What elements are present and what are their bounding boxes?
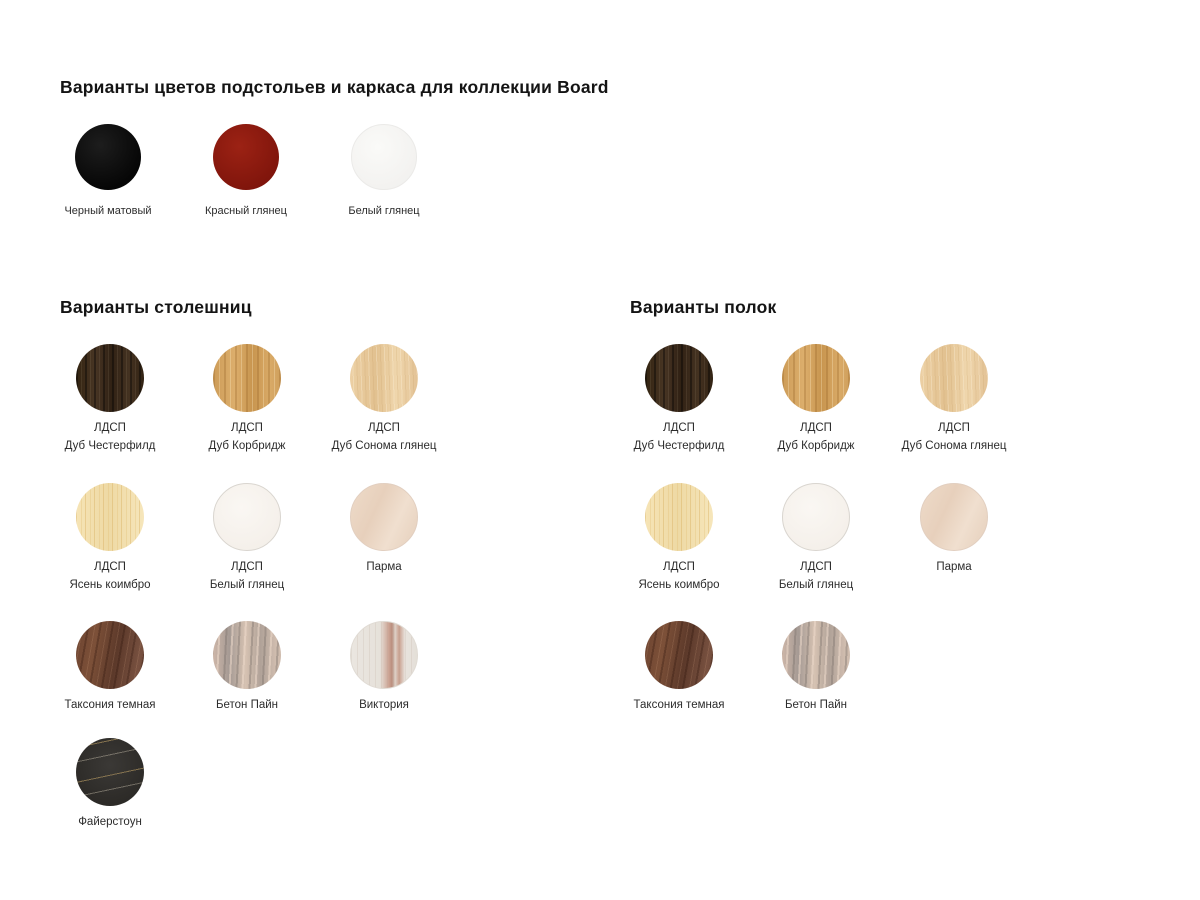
swatch-cell — [746, 344, 886, 454]
swatch-label: ЛДСП — [94, 422, 126, 434]
swatch-cell — [177, 483, 317, 593]
swatch-label: Белый глянец — [348, 205, 420, 217]
swatch-cell — [40, 344, 180, 454]
swatch-red-gloss — [213, 124, 279, 190]
swatch-white-gloss-ldsp — [782, 483, 850, 551]
swatch-cell — [38, 124, 178, 219]
frame-colors-title: Варианты цветов подстольев и каркаса для коллекции Board — [60, 77, 609, 97]
swatch-label: ЛДСП — [663, 561, 695, 573]
swatch-victoria — [350, 621, 418, 689]
swatch-oak-sonoma — [920, 344, 988, 412]
swatch-label: ЛДСП — [663, 422, 695, 434]
swatch-concrete-pine — [213, 621, 281, 689]
swatch-white-gloss — [351, 124, 417, 190]
swatch-cell — [314, 124, 454, 219]
swatch-sublabel: Белый глянец — [209, 578, 285, 591]
swatch-oak-sonoma — [350, 344, 418, 412]
swatch-label: Таксония темная — [64, 699, 156, 711]
swatch-cell — [884, 483, 1024, 576]
swatch-label: Парма — [936, 561, 972, 573]
swatch-black-matte — [75, 124, 141, 190]
swatch-sublabel: Дуб Сонома глянец — [331, 439, 437, 452]
swatch-cell — [314, 483, 454, 576]
swatch-label: ЛДСП — [231, 422, 263, 434]
swatch-label: Таксония темная — [633, 699, 725, 711]
swatch-sublabel: Дуб Честерфилд — [633, 439, 725, 452]
swatch-parma — [350, 483, 418, 551]
swatch-label: ЛДСП — [94, 561, 126, 573]
swatch-concrete-pine — [782, 621, 850, 689]
swatch-label: Бетон Пайн — [784, 699, 848, 711]
swatch-label: Бетон Пайн — [215, 699, 279, 711]
swatch-cell — [40, 483, 180, 593]
swatch-sublabel: Дуб Корбридж — [208, 439, 286, 452]
swatch-cell — [609, 483, 749, 593]
swatch-taxonia-dark — [645, 621, 713, 689]
swatch-label: ЛДСП — [800, 561, 832, 573]
swatch-white-gloss-ldsp — [213, 483, 281, 551]
swatch-cell — [609, 344, 749, 454]
swatch-cell — [314, 621, 454, 714]
swatch-cell — [176, 124, 316, 219]
swatch-oak-corbridge — [782, 344, 850, 412]
shelves-title: Варианты полок — [630, 297, 777, 317]
swatch-sublabel: Ясень коимбро — [69, 578, 151, 591]
swatch-sublabel: Дуб Честерфилд — [64, 439, 156, 452]
swatch-cell — [177, 344, 317, 454]
swatch-oak-chesterfield — [76, 344, 144, 412]
swatch-cell — [177, 621, 317, 714]
swatch-label: Красный глянец — [205, 205, 287, 217]
swatch-taxonia-dark — [76, 621, 144, 689]
swatch-cell — [746, 483, 886, 593]
swatch-oak-chesterfield — [645, 344, 713, 412]
swatch-sublabel: Дуб Сонома глянец — [901, 439, 1007, 452]
swatch-label: Файерстоун — [78, 816, 142, 828]
swatch-cell — [746, 621, 886, 714]
swatch-firestone — [76, 738, 144, 806]
swatch-cell — [40, 738, 180, 831]
swatch-label: Парма — [366, 561, 402, 573]
swatch-parma — [920, 483, 988, 551]
swatch-sublabel: Ясень коимбро — [638, 578, 720, 591]
tabletops-title: Варианты столешниц — [60, 297, 252, 317]
swatch-cell — [609, 621, 749, 714]
swatch-cell — [314, 344, 454, 454]
swatch-sublabel: Белый глянец — [778, 578, 854, 591]
swatch-label: Виктория — [359, 699, 409, 711]
swatch-ash-coimbro — [645, 483, 713, 551]
swatch-label: Черный матовый — [64, 205, 152, 217]
swatch-label: ЛДСП — [368, 422, 400, 434]
swatch-label: ЛДСП — [800, 422, 832, 434]
swatch-sublabel: Дуб Корбридж — [777, 439, 855, 452]
swatch-cell — [884, 344, 1024, 454]
swatch-cell — [40, 621, 180, 714]
swatch-label: ЛДСП — [938, 422, 970, 434]
swatch-oak-corbridge — [213, 344, 281, 412]
swatch-label: ЛДСП — [231, 561, 263, 573]
swatch-ash-coimbro — [76, 483, 144, 551]
